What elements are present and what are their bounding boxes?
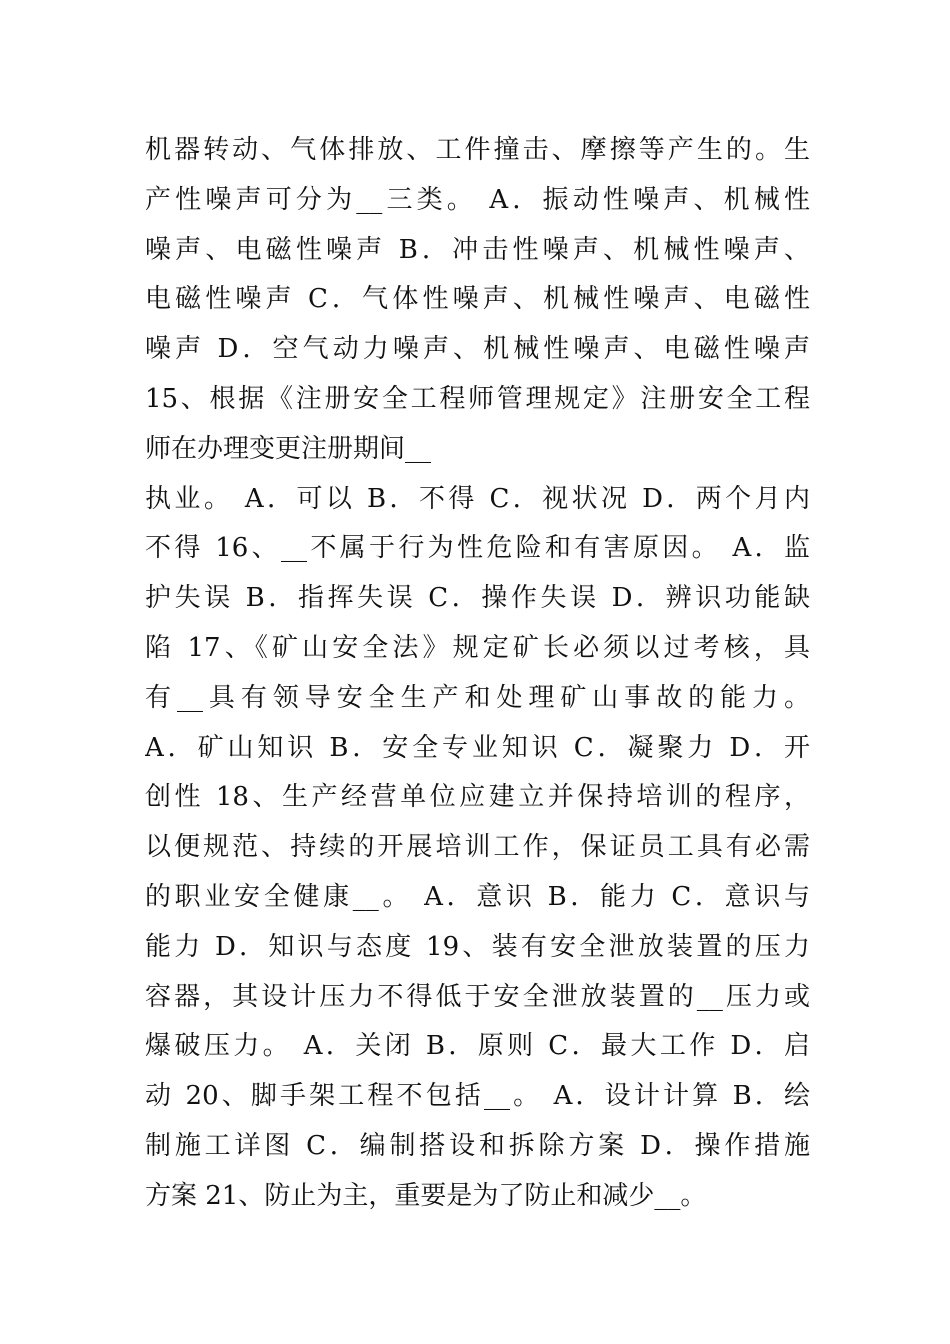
text-line: 容器，其设计压力不得低于安全泄放装置的__压力或	[145, 981, 810, 1012]
document-body	[145, 126, 810, 1222]
text-line: 的职业安全健康__。 A．意识 B．能力 C．意识与	[145, 881, 810, 912]
text-line: 师在办理变更注册期间__	[145, 433, 432, 464]
text-line: 爆破压力。 A．关闭 B．原则 C．最大工作 D．启	[145, 1031, 810, 1062]
text-line: 动 20、脚手架工程不包括__。 A．设计计算 B．绘	[145, 1081, 810, 1112]
text-line: 15、根据《注册安全工程师管理规定》注册安全工程	[145, 383, 810, 414]
text-line: 以便规范、持续的开展培训工作，保证员工具有必需	[145, 832, 810, 863]
text-line: A．矿山知识 B．安全专业知识 C．凝聚力 D．开	[145, 732, 810, 763]
text-line: 陷 17、《矿山安全法》规定矿长必须以过考核，具	[145, 632, 810, 663]
text-line: 能力 D．知识与态度 19、装有安全泄放装置的压力	[145, 931, 810, 962]
text-line: 机器转动、气体排放、工件撞击、摩擦等产生的。生	[145, 135, 810, 165]
text-line: 电磁性噪声 C．气体性噪声、机械性噪声、电磁性	[145, 284, 810, 315]
text-line: 有__具有领导安全生产和处理矿山事故的能力。	[145, 682, 810, 713]
text-line: 噪声、电磁性噪声 B．冲击性噪声、机械性噪声、	[145, 234, 810, 265]
text-line: 方案 21、防止为主，重要是为了防止和减少__。	[145, 1180, 707, 1211]
text-line: 制施工详图 C．编制搭设和拆除方案 D．操作措施	[145, 1130, 810, 1161]
text-line: 执业。 A．可以 B．不得 C．视状况 D．两个月内	[145, 483, 810, 514]
text-line: 不得 16、__不属于行为性危险和有害原因。 A．监	[145, 533, 810, 564]
text-line: 创性 18、生产经营单位应建立并保持培训的程序，	[145, 782, 810, 813]
text-line: 产性噪声可分为__三类。 A．振动性噪声、机械性	[145, 184, 810, 215]
text-line: 护失误 B．指挥失误 C．操作失误 D．辨识功能缺	[145, 583, 810, 614]
text-line: 噪声 D．空气动力噪声、机械性噪声、电磁性噪声	[145, 334, 810, 365]
